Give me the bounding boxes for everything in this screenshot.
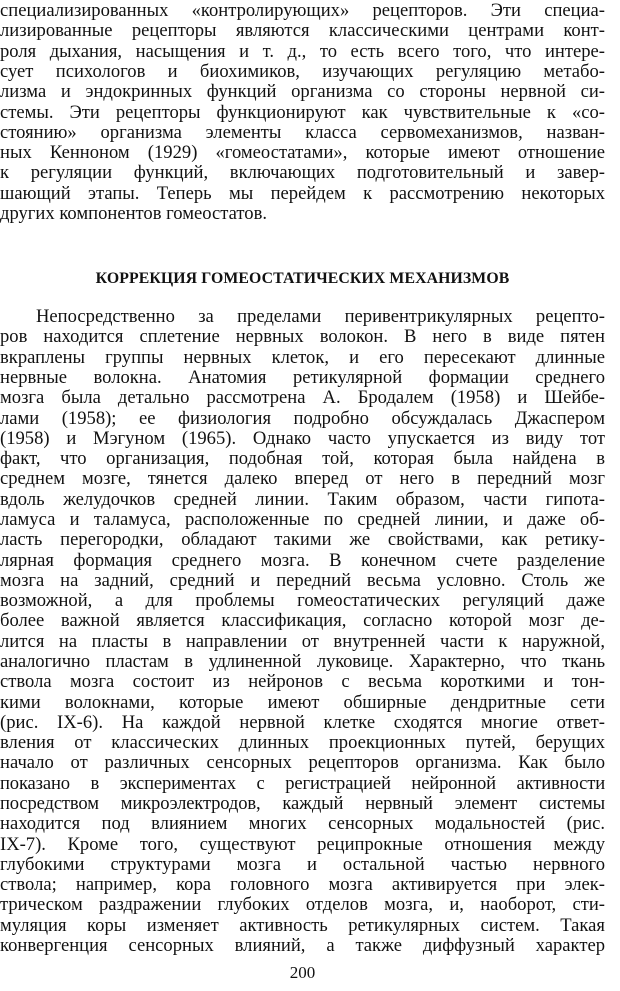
text-line: вкраплены группы нервных клеток, и его пересекают длинные	[0, 346, 605, 368]
text-line: конвергенция сенсорных влияний, а также диффузный характер	[0, 935, 605, 956]
text-line: (1958) и Мэгуном (1965). Однако часто упускается из виду тот	[0, 427, 605, 449]
text-line: стемы. Эти рецепторы функционируют как чувствительные к «со-	[0, 101, 605, 123]
text-line: лами (1958); ее физиология подробно обсуждалась Джаспером	[0, 407, 605, 429]
text-line: трическом раздражении глубоких отделов мозга, и, наоборот, сти-	[0, 894, 605, 916]
text-line: более важной является классификация, согласно которой мозг де-	[0, 610, 605, 632]
text-line: Непосредственно за пределами перивентрикулярных рецепто-	[36, 306, 605, 327]
text-line: аналогично пластам в удлиненной луковице. Характерно, что ткань	[0, 650, 605, 672]
text-line: лизма и эндокринных функций организма со стороны нервной си-	[0, 81, 605, 103]
text-line: ствола; например, кора головного мозга активируется при элек-	[0, 874, 605, 896]
text-line: сует психологов и биохимиков, изучающих регуляцию метабо-	[0, 60, 605, 82]
text-line: нервные волокна. Анатомия ретикулярной формации среднего	[0, 366, 605, 388]
text-line: муляция коры изменяет активность ретикулярных систем. Такая	[0, 914, 605, 936]
text-line: роля дыхания, насыщения и т. д., то есть всего того, что интере-	[0, 40, 605, 62]
text-line: лярная формация среднего мозга. В конечном счете разделение	[0, 549, 605, 571]
text-line: глубокими структурами мозга и остальной частью нервного	[0, 853, 605, 875]
text-line: находится под влиянием многих сенсорных модальностей (рис.	[0, 813, 605, 835]
text-line: вдоль желудочков средней линии. Таким образом, части гипота-	[0, 488, 605, 510]
text-line: лится на пласты в направлении от внутренней части к наружной,	[0, 630, 605, 652]
text-line: показано в экспериментах с регистрацией нейронной активности	[0, 772, 605, 794]
text-line: ламуса и таламуса, расположенные по средней линии, и даже об-	[0, 508, 605, 530]
text-line: ров находится сплетение нервных волокон. В него в виде пятен	[0, 326, 605, 348]
text-line: ствола мозга состоит из нейронов с весьма короткими и тон-	[0, 671, 605, 693]
text-line: посредством микроэлектродов, каждый нервный элемент системы	[0, 793, 605, 814]
text-line: IX-7). Кроме того, существуют реципрокные отношения между	[0, 833, 605, 855]
text-line: других компонентов гомеостатов.	[0, 202, 268, 224]
text-line: лизированные рецепторы являются классическими центрами конт-	[0, 20, 605, 42]
text-line: шающий этапы. Теперь мы перейдем к рассмотрению некоторых	[0, 182, 605, 204]
text-line: (рис. IX-6). На каждой нервной клетке сходятся многие ответ-	[0, 711, 605, 733]
text-line: специализированных «контролирующих» рецепторов. Эти специа-	[0, 0, 605, 21]
text-line: кими волокнами, которые имеют обширные дендритные сети	[0, 691, 605, 713]
text-line: возможной, а для проблемы гомеостатических регуляций даже	[0, 590, 605, 612]
text-line: факт, что организация, подобная той, которая была найдена в	[0, 448, 605, 469]
page-number: 200	[289, 963, 316, 982]
text-line: среднем мозге, тянется далеко вперед от него в передний мозг	[0, 468, 605, 490]
text-line: к регуляции функций, включающих подготовительный и завер-	[0, 162, 605, 184]
text-line: мозга на задний, средний и передний весьма условно. Столь же	[0, 569, 605, 591]
text-line: мозга была детально рассмотрена А. Бродалем (1958) и Шейбе-	[0, 387, 605, 409]
section-heading: КОРРЕКЦИЯ ГОМЕОСТАТИЧЕСКИХ МЕХАНИЗМОВ	[95, 270, 510, 287]
text-line: стоянию» организма элементы класса сервомеханизмов, назван-	[0, 121, 605, 143]
text-line: начало от различных сенсорных рецепторов организма. Как было	[0, 752, 605, 774]
text-line: вления от классических длинных проекционных путей, берущих	[0, 732, 605, 754]
text-line: ных Кенноном (1929) «гомеостатами», которые имеют отношение	[0, 142, 605, 163]
text-line: ласть перегородки, обладают такими же свойствами, как ретику-	[0, 529, 605, 551]
